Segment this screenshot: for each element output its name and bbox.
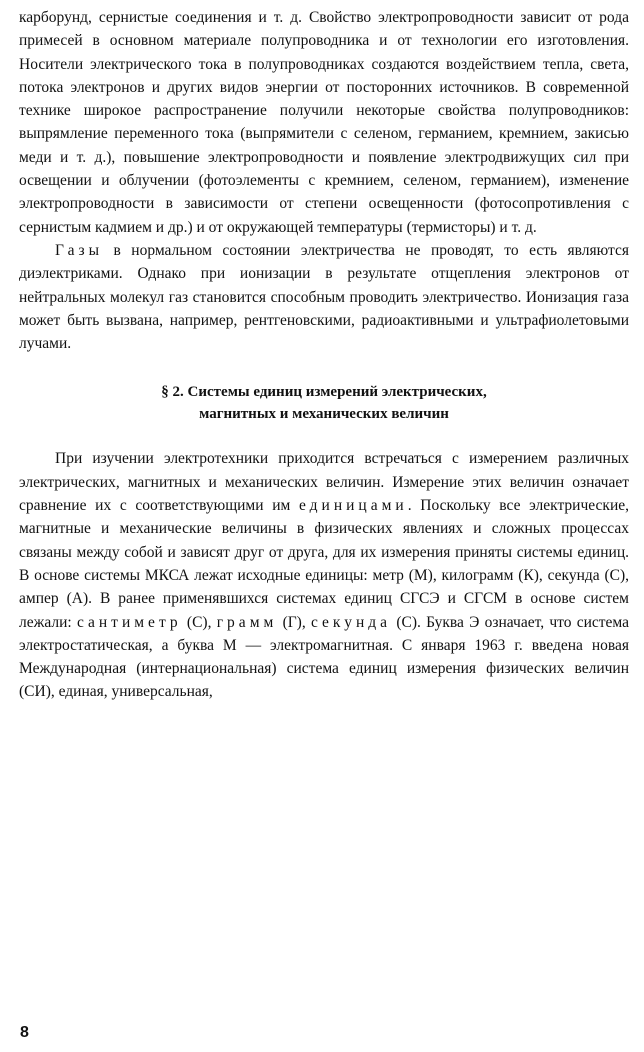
paragraph-units-part-b: . Поскольку все электрические, магнитные и механические величины в физических явлениях и сложных процессах связаны между собой и зависят друг от друга, для их измерения приняты системы единиц. В основе системы МКСА лежат исходные единицы: метр (М), килограмм (К), секунда (С), ампер (А). В ранее применявшихся системах единиц СГСЭ и СГСМ в основе систем лежали: (19, 497, 629, 631)
paragraph-gases (19, 239, 629, 355)
term-units: единицами (298, 497, 408, 515)
term-gram: грамм (216, 613, 278, 631)
paragraph-gases-text: в нормальном состоянии электричества не проводят, то есть являются диэлектриками. Однако при ионизации в результате отщепления электронов от нейтральных молекул газ становится способным проводить электричество. Ионизация газа может быть вызвана, например, рентгеновскими, радиоактивными и ультрафиолетовыми лучами. (19, 241, 629, 353)
paragraph-units-part-c: (С), (181, 613, 217, 631)
section-heading (19, 381, 629, 425)
paragraph-units-part-e: (С). Буква Э означает, что система электростатическая, а буква М — электромагнитная. С января 1963 г. введена новая Международная (интернациональная) система единиц измерения физических величин (СИ), единая, универсальная, (19, 613, 629, 701)
section-heading-line-1: § 2. Системы единиц измерений электрических, (161, 384, 487, 401)
paragraph-units-part-a: При изучении электротехники приходится встречаться с измерением различных электрических, магнитных и механических величин. Измерение этих величин означает сравнение их с соответствующими им (19, 450, 629, 515)
term-centimeter: сантиметр (76, 613, 182, 631)
document-page (19, 6, 629, 704)
section-heading-line-2: магнитных и механических величин (199, 406, 449, 423)
page-number: 8 (20, 1024, 29, 1041)
paragraph-semiconductors: карборунд, сернистые соединения и т. д. Свойство электропроводности зависит от рода примесей в основном материале полупроводника и от технологии его изготовления. Носители электрического тока в полупроводниках создаются воздействием тепла, света, потока электронов и других видов энергии от посторонних источников. В современной технике широкое распространение получили некоторые свойства полупроводников: выпрямление переменного тока (выпрямители с селеном, германием, кремнием, закисью меди и т. д.), повышение электропроводности и появление электродвижущих сил при освещении и облучении (фотоэлементы с кремнием, селеном, германием), изменение электропроводности в зависимости от степени освещенности (фотосопротивления с сернистым кадмием и др.) и от окружающей температуры (термисторы) и т. д. (19, 9, 629, 236)
paragraph-units (19, 447, 629, 703)
paragraph-units-part-d: (Г), (277, 613, 311, 631)
term-second: секунда (310, 613, 392, 631)
term-gases: Газы (55, 241, 103, 259)
